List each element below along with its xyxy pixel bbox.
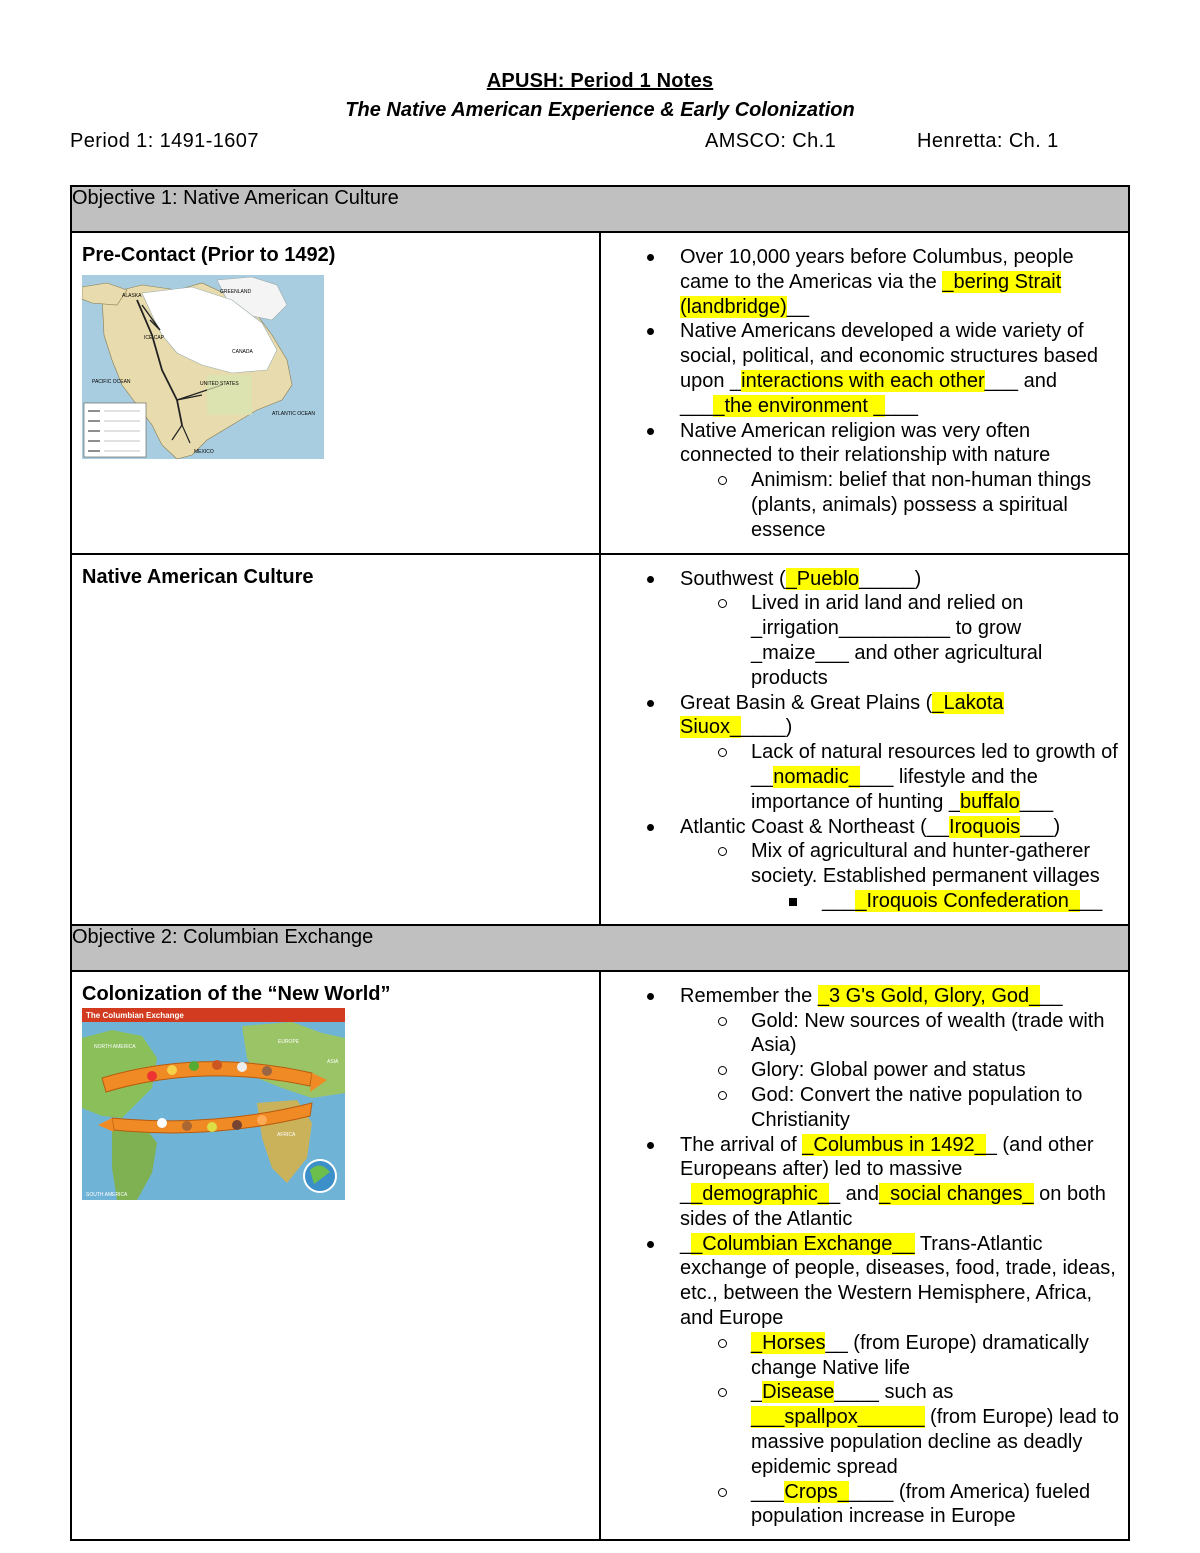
objective-2-heading: Objective 2: Columbian Exchange <box>71 925 1129 971</box>
precontact-notes-cell <box>600 232 1129 554</box>
bullet-god: God: Convert the native population to Christianity <box>751 1083 1120 1133</box>
objective-1-heading: Objective 1: Native American Culture <box>71 186 1129 232</box>
map-label-pacific: PACIFIC OCEAN <box>92 379 131 385</box>
image-label-asia: ASIA <box>327 1058 339 1065</box>
culture-row <box>71 554 1129 925</box>
highlight: _demographic_ <box>691 1183 829 1206</box>
highlight: _Iroquois Confederation_ <box>855 889 1080 912</box>
highlight: _Columbian Exchange__ <box>691 1232 915 1255</box>
bullet-southwest: Southwest (_Pueblo_____) Lived in arid land and relied on _irrigation__________ to grow _maize___ and other agricultural products <box>680 567 1120 691</box>
highlight: _bering Strait (landbridge) <box>680 270 1062 318</box>
bullet-three-gs: Remember the _3 G's Gold, Glory, God___ Gold: New sources of wealth (trade with Asia) Glory: Global power and status God: Convert the native population to Christianity <box>680 984 1120 1133</box>
north-america-migration-map <box>82 275 324 459</box>
bullet-nomadic: Lack of natural resources led to growth of __nomadic____ lifestyle and the importance of hunting _buffalo___ <box>751 740 1120 814</box>
colonization-label-cell <box>71 971 600 1541</box>
image-title: The Columbian Exchange <box>86 1010 184 1020</box>
culture-label-cell <box>71 554 600 925</box>
bullet-disease: _Disease____ such as ___spallpox______ (from Europe) lead to massive population decline as deadly epidemic spread <box>751 1381 1120 1478</box>
highlight: _3 G's Gold, Glory, God_ <box>817 984 1041 1007</box>
image-label-europe: EUROPE <box>278 1038 300 1045</box>
precontact-bullets <box>601 245 1120 543</box>
map-label-atlantic: ATLANTIC OCEAN <box>272 411 315 417</box>
image-label-south-america: SOUTH AMERICA <box>86 1191 128 1198</box>
culture-label: Native American Culture <box>82 565 314 588</box>
highlight: Iroquois <box>949 815 1021 838</box>
henretta-reference: Henretta: Ch. 1 <box>917 130 1059 152</box>
colonization-label: Colonization of the “New World” <box>82 982 391 1005</box>
highlight: buffalo <box>960 790 1020 813</box>
colonization-notes-cell <box>600 971 1129 1541</box>
highlight: Crops_ <box>784 1480 849 1503</box>
culture-notes-cell <box>600 554 1129 925</box>
highlight: nomadic_ <box>773 765 860 788</box>
map-label-united-states: UNITED STATES <box>200 381 239 387</box>
highlight: _Horses <box>751 1331 826 1354</box>
map-label-greenland: GREENLAND <box>220 289 252 295</box>
map-label-ice-cap: ICE CAP <box>144 335 165 341</box>
amsco-reference: AMSCO: Ch.1 <box>705 130 837 152</box>
bullet-horses: _Horses__ (from Europe) dramatically change Native life <box>751 1331 1120 1381</box>
bullet-gold: Gold: New sources of wealth (trade with Asia) <box>751 1009 1120 1059</box>
map-label-mexico: MEXICO <box>194 449 214 455</box>
colonization-row <box>71 971 1129 1541</box>
objective-2-row <box>71 925 1129 971</box>
bullet-crops: ___Crops_____ (from America) fueled population increase in Europe <box>751 1480 1120 1530</box>
bullet-animism: Animism: belief that non-human things (plants, animals) possess a spiritual essence <box>751 468 1120 542</box>
bullet-columbian-exchange: __Columbian Exchange__ Trans-Atlantic exchange of people, diseases, food, trade, ideas, etc., between the Western Hemisphere, Africa, and Europe _Horses__ (from Europe) dramatically change Native life _Disease____ such as ___spallpox______ (from Europe) lead to massive population decline as deadly epidemic spread ___Crops_____ (from America) fueled population increase in Europe <box>680 1232 1120 1528</box>
map-label-canada: CANADA <box>232 349 253 355</box>
bullet-glory: Glory: Global power and status <box>751 1058 1120 1083</box>
bullet-bering-strait: Over 10,000 years before Columbus, people came to the Americas via the _bering Strait (landbridge)__ <box>680 245 1120 319</box>
precontact-label-cell <box>71 232 600 554</box>
precontact-label: Pre-Contact (Prior to 1492) <box>82 244 336 266</box>
bullet-irrigation: Lived in arid land and relied on _irrigation__________ to grow _maize___ and other agricultural products <box>751 591 1120 690</box>
bullet-great-plains: Great Basin & Great Plains (_Lakota Siuox_____) Lack of natural resources led to growth of __nomadic____ lifestyle and the importance of hunting _buffalo___ <box>680 691 1120 815</box>
image-label-africa: AFRICA <box>277 1131 296 1138</box>
map-label-alaska: ALASKA <box>122 293 142 299</box>
bullet-religion: Native American religion was very often connected to their relationship with nature Animism: belief that non-human things (plants, animals) possess a spiritual essence <box>680 419 1120 543</box>
objective-1-row <box>71 186 1129 232</box>
image-label-north-america: NORTH AMERICA <box>94 1043 136 1050</box>
highlight: _Pueblo <box>785 567 860 590</box>
precontact-row <box>71 232 1129 554</box>
bullet-arrival: The arrival of _Columbus in 1492__ (and other Europeans after) led to massive __demographic__ and_social changes_ on both sides of the Atlantic <box>680 1133 1120 1232</box>
notes-table <box>70 185 1130 1541</box>
period-range: Period 1: 1491-1607 <box>70 130 259 152</box>
highlight: _the environment _ <box>713 394 885 417</box>
highlight: Disease <box>762 1381 835 1404</box>
highlight: _Columbus in 1492_ <box>802 1133 986 1156</box>
bullet-social-structures: Native Americans developed a wide variety of social, political, and economic structures based upon _interactions with each other___ and ____the environment ____ <box>680 319 1120 418</box>
bullet-confederation: ____Iroquois Confederation___ <box>822 889 1120 914</box>
bullet-villages: Mix of agricultural and hunter-gatherer society. Established permanent villages ____Iroquois Confederation___ <box>751 839 1120 913</box>
columbian-exchange-map <box>82 1008 345 1200</box>
highlight: ___spallpox______ <box>751 1406 925 1429</box>
page-subtitle: The Native American Experience & Early Colonization <box>345 99 855 121</box>
bullet-northeast: Atlantic Coast & Northeast (__Iroquois___) Mix of agricultural and hunter-gatherer society. Established permanent villages ____Iroquois Confederation___ <box>680 815 1120 914</box>
highlight: _social changes_ <box>879 1183 1034 1206</box>
highlight: interactions with each other <box>741 369 985 392</box>
highlight: _Lakota Siuox_ <box>680 691 1004 739</box>
page-title: APUSH: Period 1 Notes <box>486 70 714 92</box>
